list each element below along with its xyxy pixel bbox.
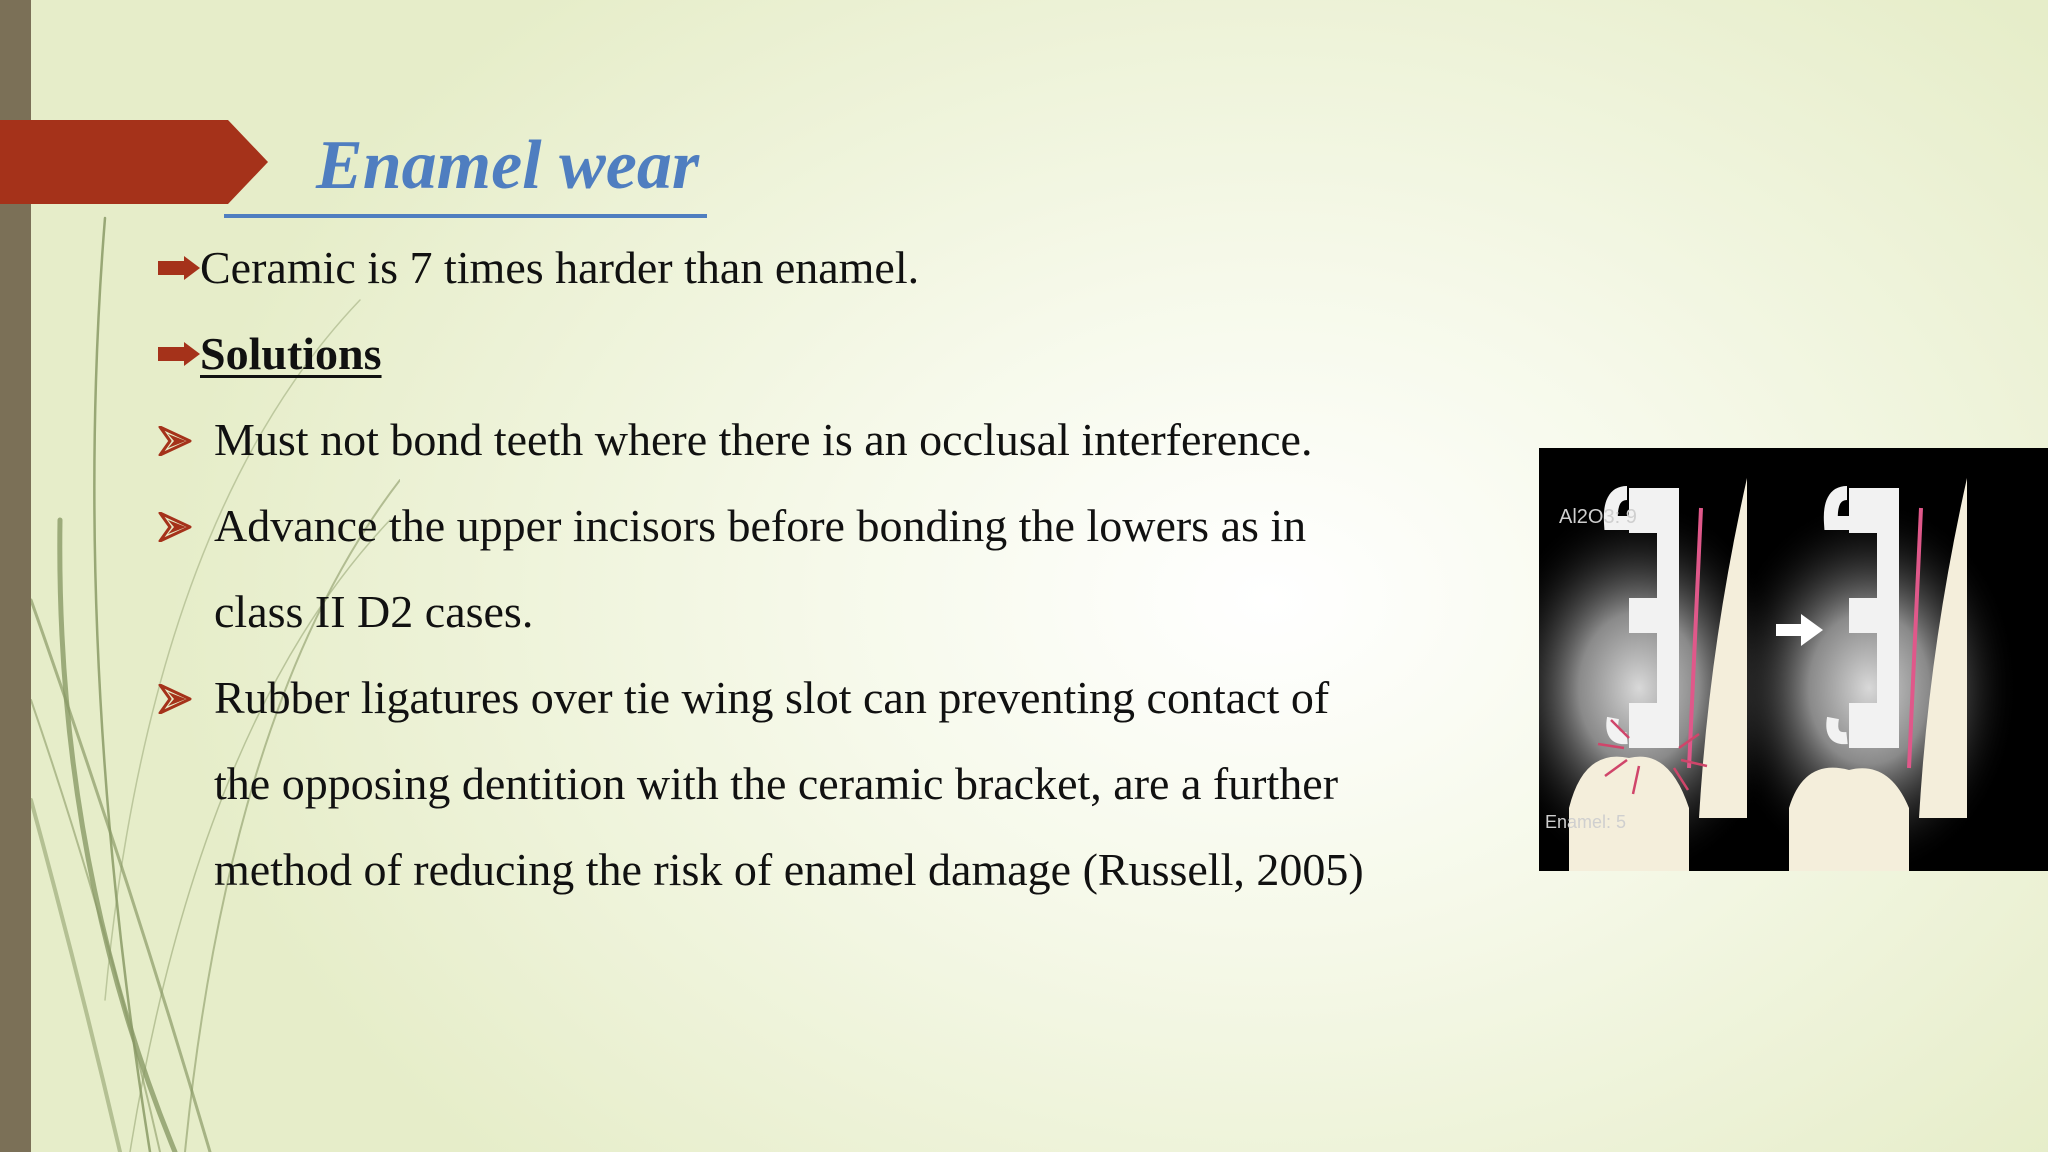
chevron-arrowhead-icon — [158, 670, 214, 726]
solution-text-continued: method of reducing the risk of enamel damage (Russell, 2005) — [214, 844, 1364, 895]
solution-item — [158, 670, 1329, 726]
solutions-heading: Solutions — [200, 328, 382, 379]
figure-label-alumina: Al2O3: 9 — [1559, 506, 1637, 528]
solution-text: Advance the upper incisors before bonding the lowers as in — [214, 500, 1307, 551]
solution-text-continued: class II D2 cases. — [214, 586, 534, 637]
right-arrow-bullet-icon — [158, 240, 200, 296]
bullet-item — [158, 326, 382, 382]
solution-text: Rubber ligatures over tie wing slot can preventing contact of — [214, 672, 1330, 723]
solution-item — [158, 498, 1306, 554]
solution-item — [158, 412, 1312, 468]
bracket-enamel-illustration — [1539, 448, 2048, 871]
slide-title: Enamel wear — [224, 118, 707, 218]
bullet-text: Ceramic is 7 times harder than enamel. — [200, 242, 920, 293]
figure-label-enamel: Enamel: 5 — [1545, 812, 1627, 832]
right-arrow-bullet-icon — [158, 326, 200, 382]
solution-text-continued: the opposing dentition with the ceramic bracket, are a further — [214, 758, 1339, 809]
chevron-arrowhead-icon — [158, 412, 214, 468]
solution-text: Must not bond teeth where there is an occlusal interference. — [214, 414, 1313, 465]
bullet-item — [158, 240, 919, 296]
chevron-arrowhead-icon — [158, 498, 214, 554]
